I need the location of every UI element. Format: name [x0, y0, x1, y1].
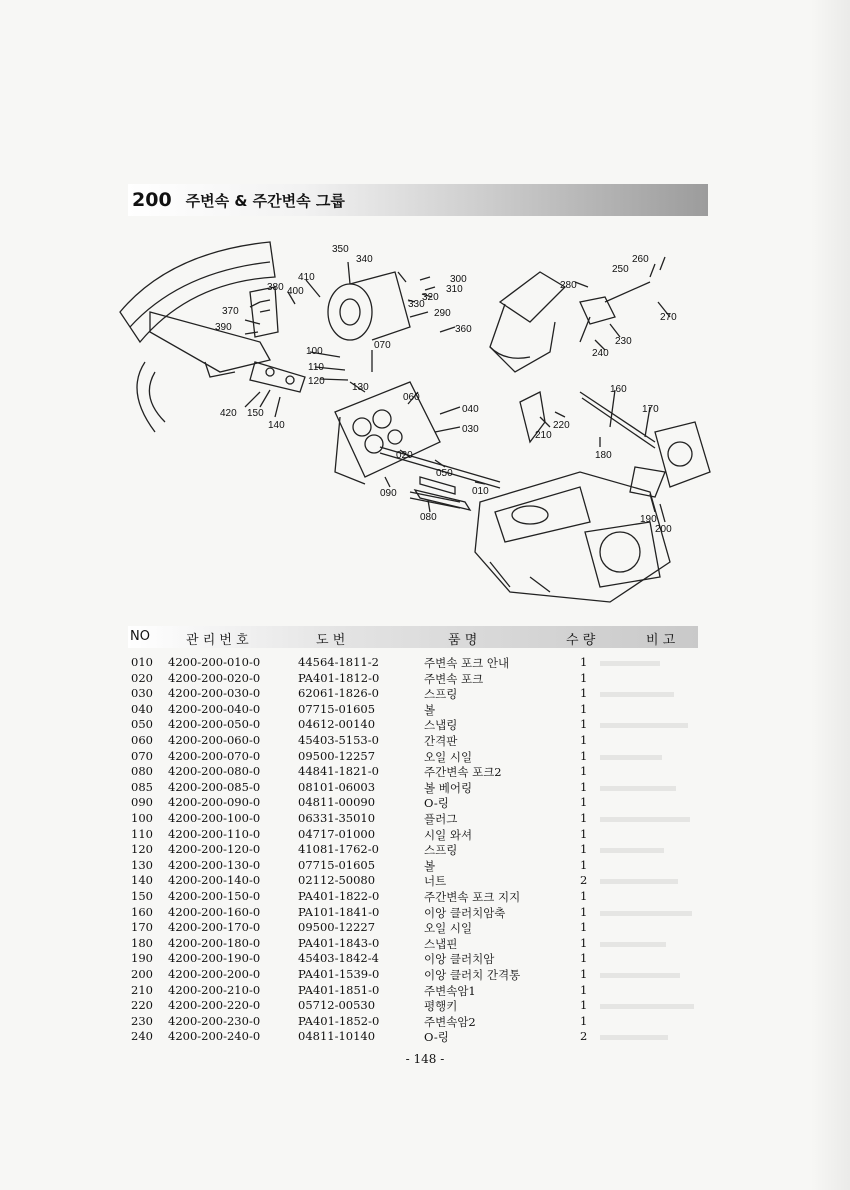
scan-smudge — [600, 942, 666, 947]
drawing-number-cell: 45403-1842-4 — [298, 951, 379, 966]
drawing-number-cell: 04811-00090 — [298, 795, 376, 810]
quantity-cell: 1 — [580, 857, 588, 872]
part-number-cell: 240 — [131, 1029, 153, 1044]
mgmt-number-cell: 4200-200-190-0 — [168, 951, 261, 966]
callout-label: 330 — [408, 299, 425, 310]
scan-smudge — [600, 973, 680, 978]
header-drawing-number: 도 번 — [316, 633, 346, 648]
mgmt-number-cell: 4200-200-020-0 — [168, 670, 261, 685]
mgmt-number-cell: 4200-200-160-0 — [168, 904, 261, 919]
callout-label: 100 — [306, 346, 323, 357]
table-row — [0, 780, 850, 796]
scan-smudge — [600, 879, 678, 884]
mgmt-number-cell: 4200-200-220-0 — [168, 998, 261, 1013]
diagram-drawing — [120, 242, 710, 602]
drawing-number-cell: PA401-1843-0 — [298, 935, 380, 950]
callout-label: 350 — [332, 244, 349, 255]
mgmt-number-cell: 4200-200-240-0 — [168, 1029, 261, 1044]
part-number-cell: 100 — [131, 811, 153, 825]
part-number-cell: 140 — [131, 873, 153, 888]
drawing-number-cell: 09500-12227 — [298, 920, 376, 935]
table-row — [0, 655, 850, 671]
callout-label: 140 — [268, 420, 285, 431]
mgmt-number-cell: 4200-200-110-0 — [168, 826, 261, 841]
quantity-cell: 1 — [580, 935, 588, 950]
table-row — [0, 1014, 850, 1030]
callout-label: 110 — [308, 362, 324, 373]
table-row — [0, 967, 850, 983]
exploded-parts-diagram — [110, 232, 730, 612]
scan-smudge — [600, 1004, 694, 1009]
drawing-number-cell: 08101-06003 — [298, 779, 376, 794]
quantity-cell: 1 — [580, 889, 588, 903]
callout-label: 320 — [422, 292, 439, 303]
section-title: 주변속 & 주간변속 그룹 — [185, 191, 345, 210]
drawing-number-cell: 09500-12257 — [298, 748, 376, 763]
mgmt-number-cell: 4200-200-010-0 — [168, 655, 261, 669]
part-number-cell: 200 — [131, 967, 153, 981]
table-row — [0, 936, 850, 952]
part-number-cell: 110 — [131, 826, 153, 841]
callout-label: 210 — [535, 430, 552, 441]
callout-label: 190 — [640, 514, 657, 525]
part-number-cell: 060 — [131, 733, 153, 747]
table-row — [0, 764, 850, 780]
part-name-cell: 스프링 — [424, 687, 458, 702]
table-row — [0, 1029, 850, 1045]
callout-label: 280 — [560, 280, 577, 291]
drawing-number-cell: PA101-1841-0 — [298, 904, 380, 919]
part-number-cell: 090 — [131, 795, 153, 810]
part-name-cell: 이앙 클러치암축 — [424, 905, 506, 920]
mgmt-number-cell: 4200-200-200-0 — [168, 967, 261, 981]
table-row — [0, 920, 850, 936]
header-note: 비 고 — [646, 633, 676, 648]
part-number-cell: 070 — [131, 748, 153, 763]
quantity-cell: 1 — [580, 951, 588, 966]
part-name-cell: 이앙 클러치암 — [424, 952, 495, 967]
part-number-cell: 010 — [131, 655, 153, 669]
quantity-cell: 1 — [580, 733, 588, 747]
table-row — [0, 811, 850, 827]
part-number-cell: 130 — [131, 857, 153, 872]
callout-label: 070 — [374, 340, 391, 351]
quantity-cell: 1 — [580, 686, 588, 701]
part-name-cell: 오일 시일 — [424, 749, 473, 764]
mgmt-number-cell: 4200-200-050-0 — [168, 717, 261, 732]
part-number-cell: 120 — [131, 842, 153, 857]
table-row — [0, 842, 850, 858]
part-number-cell: 085 — [131, 779, 153, 794]
callout-label: 170 — [642, 404, 659, 415]
scan-smudge — [600, 1035, 668, 1040]
mgmt-number-cell: 4200-200-040-0 — [168, 701, 261, 716]
drawing-number-cell: 07715-01605 — [298, 857, 376, 872]
part-number-cell: 150 — [131, 889, 153, 903]
drawing-number-cell: 07715-01605 — [298, 701, 376, 716]
callout-label: 120 — [308, 376, 325, 387]
table-row — [0, 951, 850, 967]
table-row — [0, 733, 850, 749]
callout-label: 080 — [420, 512, 437, 523]
table-row — [0, 905, 850, 921]
part-number-cell: 080 — [131, 764, 153, 779]
part-number-cell: 220 — [131, 998, 153, 1013]
header-part-name: 품 명 — [448, 633, 478, 648]
quantity-cell: 2 — [580, 873, 588, 888]
mgmt-number-cell: 4200-200-230-0 — [168, 1013, 261, 1028]
callout-label: 030 — [462, 424, 479, 435]
table-row — [0, 873, 850, 889]
drawing-number-cell: PA401-1539-0 — [298, 967, 380, 981]
drawing-number-cell: 44564-1811-2 — [298, 655, 379, 669]
callout-label: 160 — [610, 384, 627, 395]
callout-label: 250 — [612, 264, 629, 275]
part-name-cell: 주변속암2 — [424, 1014, 476, 1029]
callout-label: 230 — [615, 336, 632, 347]
quantity-cell: 1 — [580, 779, 588, 794]
callout-label: 220 — [553, 420, 570, 431]
drawing-number-cell: PA401-1812-0 — [298, 670, 380, 685]
table-row — [0, 702, 850, 718]
mgmt-number-cell: 4200-200-180-0 — [168, 935, 261, 950]
drawing-number-cell: 02112-50080 — [298, 873, 376, 888]
table-row — [0, 998, 850, 1014]
scan-smudge — [600, 817, 690, 822]
section-number: 200 — [132, 189, 172, 211]
part-name-cell: 이앙 클러치 간격통 — [424, 968, 521, 982]
drawing-number-cell: 04717-01000 — [298, 826, 376, 841]
quantity-cell: 1 — [580, 842, 588, 857]
quantity-cell: 1 — [580, 655, 588, 669]
mgmt-number-cell: 4200-200-030-0 — [168, 686, 261, 701]
part-name-cell: 간격판 — [424, 734, 458, 748]
drawing-number-cell: 45403-5153-0 — [298, 733, 379, 747]
mgmt-number-cell: 4200-200-060-0 — [168, 733, 261, 747]
part-name-cell: 스냅핀 — [424, 936, 458, 951]
part-name-cell: 주변속 포크 — [424, 671, 484, 686]
scan-smudge — [600, 723, 688, 728]
table-row — [0, 795, 850, 811]
mgmt-number-cell: 4200-200-080-0 — [168, 764, 261, 779]
callout-label: 090 — [380, 488, 397, 499]
quantity-cell: 1 — [580, 701, 588, 716]
table-row — [0, 983, 850, 999]
mgmt-number-cell: 4200-200-140-0 — [168, 873, 261, 888]
part-name-cell: 주간변속 포크2 — [424, 765, 502, 780]
callout-label: 010 — [472, 486, 489, 497]
callout-label: 420 — [220, 408, 237, 419]
quantity-cell: 1 — [580, 795, 588, 810]
part-number-cell: 030 — [131, 686, 153, 701]
drawing-number-cell: 04811-10140 — [298, 1029, 376, 1044]
part-number-cell: 210 — [131, 982, 153, 997]
quantity-cell: 2 — [580, 1029, 588, 1044]
scan-smudge — [600, 661, 660, 666]
part-name-cell: 스프링 — [424, 843, 458, 858]
header-mgmt-number: 관 리 번 호 — [186, 633, 249, 648]
part-number-cell: 160 — [131, 904, 153, 919]
table-row — [0, 889, 850, 905]
quantity-cell: 1 — [580, 670, 588, 685]
callout-label: 150 — [247, 408, 264, 419]
mgmt-number-cell: 4200-200-170-0 — [168, 920, 261, 935]
drawing-number-cell: 05712-00530 — [298, 998, 376, 1013]
part-name-cell: 시일 와셔 — [424, 827, 473, 842]
callout-label: 240 — [592, 348, 609, 359]
callout-label: 180 — [595, 450, 612, 461]
part-number-cell: 170 — [131, 920, 153, 935]
callout-label: 270 — [660, 312, 677, 323]
table-row — [0, 827, 850, 843]
mgmt-number-cell: 4200-200-070-0 — [168, 748, 261, 763]
part-number-cell: 190 — [131, 951, 153, 966]
part-name-cell: 오일 시일 — [424, 921, 473, 936]
mgmt-number-cell: 4200-200-130-0 — [168, 857, 261, 872]
mgmt-number-cell: 4200-200-100-0 — [168, 811, 261, 825]
callout-label: 410 — [298, 272, 315, 283]
table-row — [0, 749, 850, 765]
table-row — [0, 686, 850, 702]
part-name-cell: 볼 — [424, 702, 436, 717]
part-name-cell: 주간변속 포크 지지 — [424, 890, 521, 904]
quantity-cell: 1 — [580, 717, 588, 732]
drawing-number-cell: PA401-1852-0 — [298, 1013, 380, 1028]
part-name-cell: 볼 베어링 — [424, 780, 473, 795]
scan-smudge — [600, 786, 676, 791]
part-number-cell: 180 — [131, 935, 153, 950]
mgmt-number-cell: 4200-200-120-0 — [168, 842, 261, 857]
drawing-number-cell: PA401-1851-0 — [298, 982, 380, 997]
callout-label: 200 — [655, 524, 672, 535]
quantity-cell: 1 — [580, 764, 588, 779]
callout-label: 310 — [446, 284, 463, 295]
mgmt-number-cell: 4200-200-150-0 — [168, 889, 261, 903]
scan-smudge — [600, 692, 674, 697]
callout-label: 380 — [267, 282, 284, 293]
drawing-number-cell: 06331-35010 — [298, 811, 376, 825]
scan-smudge — [600, 911, 692, 916]
quantity-cell: 1 — [580, 904, 588, 919]
part-name-cell: O-링 — [424, 1030, 449, 1045]
quantity-cell: 1 — [580, 982, 588, 997]
callout-label: 360 — [455, 324, 472, 335]
callout-label: 040 — [462, 404, 479, 415]
callout-label: 050 — [436, 468, 453, 479]
quantity-cell: 1 — [580, 1013, 588, 1028]
quantity-cell: 1 — [580, 998, 588, 1013]
part-name-cell: 너트 — [424, 874, 447, 889]
part-number-cell: 050 — [131, 717, 153, 732]
part-number-cell: 040 — [131, 701, 153, 716]
mgmt-number-cell: 4200-200-085-0 — [168, 779, 261, 794]
mgmt-number-cell: 4200-200-090-0 — [168, 795, 261, 810]
callout-label: 290 — [434, 308, 451, 319]
callout-label: 130 — [352, 382, 369, 393]
parts-table-header — [128, 626, 698, 648]
quantity-cell: 1 — [580, 967, 588, 981]
callout-label: 260 — [632, 254, 649, 265]
header-quantity: 수 량 — [566, 633, 596, 648]
drawing-number-cell: PA401-1822-0 — [298, 889, 380, 903]
callout-label: 400 — [287, 286, 304, 297]
callout-label: 060 — [403, 392, 420, 403]
callout-label: 020 — [396, 450, 413, 461]
scan-smudge — [600, 848, 664, 853]
quantity-cell: 1 — [580, 811, 588, 825]
part-name-cell: 플러그 — [424, 812, 458, 826]
callout-label: 300 — [450, 274, 467, 285]
part-number-cell: 230 — [131, 1013, 153, 1028]
quantity-cell: 1 — [580, 826, 588, 841]
table-row — [0, 671, 850, 687]
drawing-number-cell: 62061-1826-0 — [298, 686, 379, 701]
drawing-number-cell: 41081-1762-0 — [298, 842, 379, 857]
drawing-number-cell: 04612-00140 — [298, 717, 376, 732]
callout-label: 370 — [222, 306, 239, 317]
mgmt-number-cell: 4200-200-210-0 — [168, 982, 261, 997]
table-row — [0, 717, 850, 733]
quantity-cell: 1 — [580, 920, 588, 935]
scan-smudge — [600, 755, 662, 760]
part-name-cell: 평행키 — [424, 999, 458, 1014]
header-no: NO — [130, 629, 150, 644]
section-header — [128, 184, 708, 216]
part-name-cell: 볼 — [424, 858, 436, 873]
quantity-cell: 1 — [580, 748, 588, 763]
callout-label: 340 — [356, 254, 373, 265]
callout-label: 390 — [215, 322, 232, 333]
part-name-cell: 스냅링 — [424, 718, 458, 733]
part-number-cell: 020 — [131, 670, 153, 685]
drawing-number-cell: 44841-1821-0 — [298, 764, 379, 779]
page-number: - 148 - — [405, 1052, 445, 1066]
table-row — [0, 858, 850, 874]
part-name-cell: 주변속 포크 안내 — [424, 656, 510, 670]
part-name-cell: 주변속암1 — [424, 983, 476, 998]
part-name-cell: O-링 — [424, 796, 449, 811]
